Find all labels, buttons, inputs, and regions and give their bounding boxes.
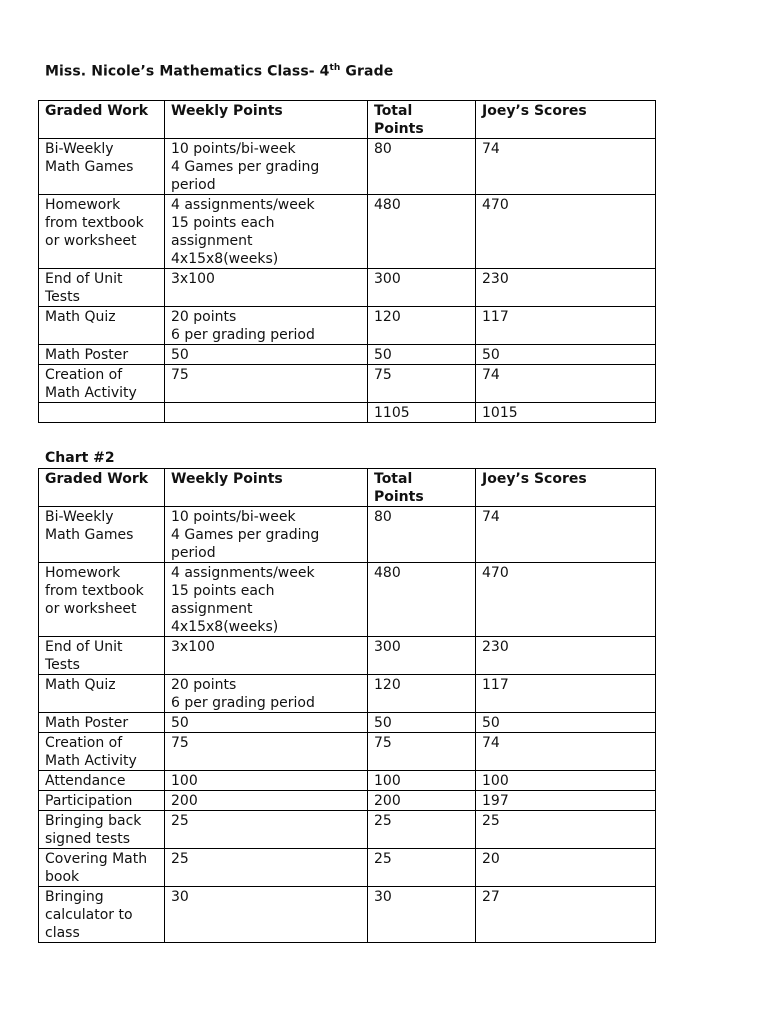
cell-joeys-score: 470 bbox=[476, 195, 656, 269]
cell-joeys-score: 74 bbox=[476, 139, 656, 195]
table-row bbox=[39, 675, 656, 713]
cell-graded-work: Bi-Weekly Math Games bbox=[39, 507, 165, 563]
cell-joeys-score: 50 bbox=[476, 713, 656, 733]
table-row bbox=[39, 733, 656, 771]
cell-weekly-points: 4 assignments/week 15 points each assignment 4x15x8(weeks) bbox=[165, 563, 368, 637]
cell-graded-work: Creation of Math Activity bbox=[39, 365, 165, 403]
header-total-points: Total Points bbox=[368, 469, 476, 507]
table-header-row bbox=[39, 101, 656, 139]
table-row bbox=[39, 887, 656, 943]
table-row bbox=[39, 365, 656, 403]
table-row bbox=[39, 563, 656, 637]
header-graded-work: Graded Work bbox=[39, 469, 165, 507]
cell-total-points: 25 bbox=[368, 811, 476, 849]
table-row bbox=[39, 507, 656, 563]
cell-weekly-points: 25 bbox=[165, 811, 368, 849]
cell-total-points: 300 bbox=[368, 637, 476, 675]
cell-total-points: 200 bbox=[368, 791, 476, 811]
cell-weekly-points: 20 points 6 per grading period bbox=[165, 307, 368, 345]
cell-graded-work: End of Unit Tests bbox=[39, 269, 165, 307]
cell-joeys-score: 74 bbox=[476, 733, 656, 771]
table-row bbox=[39, 403, 656, 423]
cell-graded-work: Math Poster bbox=[39, 713, 165, 733]
cell-joeys-score: 230 bbox=[476, 637, 656, 675]
cell-graded-work: Homework from textbook or worksheet bbox=[39, 563, 165, 637]
table-header-row bbox=[39, 469, 656, 507]
cell-total-points: 75 bbox=[368, 365, 476, 403]
header-joeys-scores: Joey’s Scores bbox=[476, 469, 656, 507]
cell-weekly-points: 20 points 6 per grading period bbox=[165, 675, 368, 713]
document-title bbox=[45, 63, 393, 80]
header-weekly-points: Weekly Points bbox=[165, 101, 368, 139]
table-row bbox=[39, 269, 656, 307]
cell-total-points: 25 bbox=[368, 849, 476, 887]
cell-joeys-score: 27 bbox=[476, 887, 656, 943]
header-graded-work: Graded Work bbox=[39, 101, 165, 139]
cell-joeys-score: 197 bbox=[476, 791, 656, 811]
cell-graded-work: Math Poster bbox=[39, 345, 165, 365]
cell-total-points: 100 bbox=[368, 771, 476, 791]
cell-total-points: 120 bbox=[368, 307, 476, 345]
cell-weekly-points: 30 bbox=[165, 887, 368, 943]
cell-joeys-score: 50 bbox=[476, 345, 656, 365]
cell-total-points: 480 bbox=[368, 195, 476, 269]
cell-weekly-points: 50 bbox=[165, 713, 368, 733]
cell-graded-work bbox=[39, 403, 165, 423]
cell-graded-work: Bringing back signed tests bbox=[39, 811, 165, 849]
title-main: Miss. Nicole’s Mathematics Class- 4 bbox=[45, 63, 330, 80]
cell-weekly-points: 75 bbox=[165, 365, 368, 403]
chart-2-label: Chart #2 bbox=[45, 450, 115, 466]
cell-weekly-points: 4 assignments/week 15 points each assignment 4x15x8(weeks) bbox=[165, 195, 368, 269]
table-row bbox=[39, 849, 656, 887]
table-row bbox=[39, 637, 656, 675]
cell-graded-work: Math Quiz bbox=[39, 307, 165, 345]
cell-joeys-score: 1015 bbox=[476, 403, 656, 423]
table-row bbox=[39, 139, 656, 195]
cell-joeys-score: 230 bbox=[476, 269, 656, 307]
table-row bbox=[39, 307, 656, 345]
title-superscript: th bbox=[329, 63, 341, 73]
cell-weekly-points: 200 bbox=[165, 791, 368, 811]
cell-graded-work: Attendance bbox=[39, 771, 165, 791]
table-row bbox=[39, 791, 656, 811]
cell-weekly-points bbox=[165, 403, 368, 423]
header-total-points: Total Points bbox=[368, 101, 476, 139]
cell-total-points: 50 bbox=[368, 713, 476, 733]
cell-total-points: 30 bbox=[368, 887, 476, 943]
cell-joeys-score: 25 bbox=[476, 811, 656, 849]
cell-joeys-score: 117 bbox=[476, 675, 656, 713]
table-row bbox=[39, 811, 656, 849]
grading-table-1 bbox=[38, 100, 656, 423]
cell-total-points: 1105 bbox=[368, 403, 476, 423]
table-row bbox=[39, 195, 656, 269]
cell-weekly-points: 75 bbox=[165, 733, 368, 771]
cell-total-points: 480 bbox=[368, 563, 476, 637]
cell-total-points: 80 bbox=[368, 139, 476, 195]
cell-weekly-points: 50 bbox=[165, 345, 368, 365]
cell-joeys-score: 74 bbox=[476, 507, 656, 563]
cell-weekly-points: 10 points/bi-week 4 Games per grading period bbox=[165, 507, 368, 563]
cell-weekly-points: 100 bbox=[165, 771, 368, 791]
header-weekly-points: Weekly Points bbox=[165, 469, 368, 507]
header-joeys-scores: Joey’s Scores bbox=[476, 101, 656, 139]
cell-weekly-points: 3x100 bbox=[165, 269, 368, 307]
cell-graded-work: Creation of Math Activity bbox=[39, 733, 165, 771]
cell-total-points: 80 bbox=[368, 507, 476, 563]
cell-weekly-points: 25 bbox=[165, 849, 368, 887]
cell-graded-work: Math Quiz bbox=[39, 675, 165, 713]
cell-weekly-points: 3x100 bbox=[165, 637, 368, 675]
cell-joeys-score: 20 bbox=[476, 849, 656, 887]
cell-graded-work: End of Unit Tests bbox=[39, 637, 165, 675]
table-row bbox=[39, 345, 656, 365]
cell-graded-work: Bringing calculator to class bbox=[39, 887, 165, 943]
table-2-body bbox=[39, 507, 656, 943]
cell-total-points: 75 bbox=[368, 733, 476, 771]
table-1-body bbox=[39, 139, 656, 423]
cell-joeys-score: 470 bbox=[476, 563, 656, 637]
grading-table-2 bbox=[38, 468, 656, 943]
cell-joeys-score: 100 bbox=[476, 771, 656, 791]
title-end: Grade bbox=[340, 63, 394, 80]
cell-graded-work: Participation bbox=[39, 791, 165, 811]
cell-graded-work: Covering Math book bbox=[39, 849, 165, 887]
cell-weekly-points: 10 points/bi-week 4 Games per grading period bbox=[165, 139, 368, 195]
cell-joeys-score: 117 bbox=[476, 307, 656, 345]
cell-graded-work: Homework from textbook or worksheet bbox=[39, 195, 165, 269]
cell-total-points: 300 bbox=[368, 269, 476, 307]
cell-joeys-score: 74 bbox=[476, 365, 656, 403]
cell-graded-work: Bi-Weekly Math Games bbox=[39, 139, 165, 195]
table-row bbox=[39, 713, 656, 733]
cell-total-points: 120 bbox=[368, 675, 476, 713]
table-row bbox=[39, 771, 656, 791]
cell-total-points: 50 bbox=[368, 345, 476, 365]
